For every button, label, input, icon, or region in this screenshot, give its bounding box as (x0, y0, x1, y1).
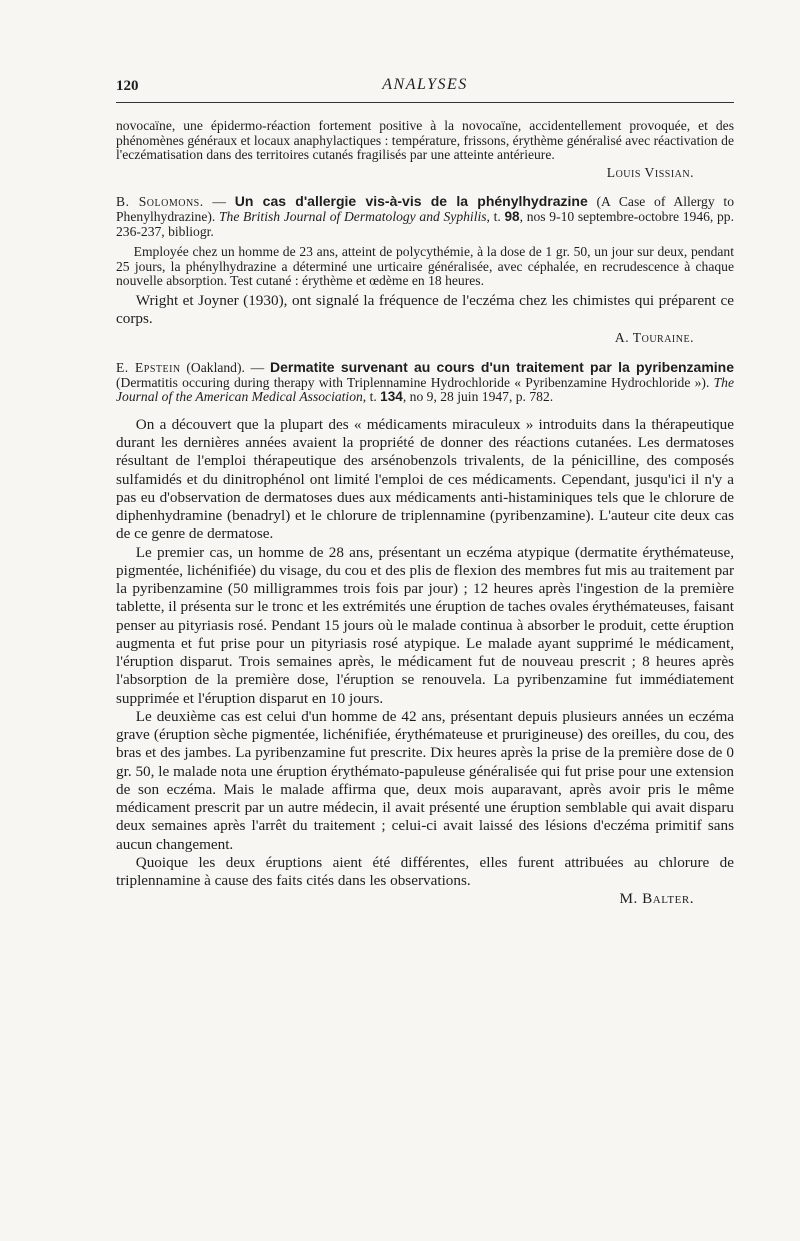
citation-journal: The British Journal of Dermatology and Syphilis (218, 208, 487, 224)
running-title: ANALYSES (382, 76, 468, 93)
signature-name: M. Balter. (619, 890, 694, 908)
review-3-para-1: On a découvert que la plupart des « médicaments miraculeux » introduits dans la thérapeutique durant les dernières années avaient la propriété de donner des réactions cutanées. Les dermatoses résultant de l'emploi thérapeutique des arsénobenzols trivalents, de la pénicilline, des composés sulfamidés et du dinitrophénol ont limité l'emploi de ces médicaments. Cependant, jusqu'ici il n'y a pas eu d'observation de dermatoses dues aux médicaments anti-histaminiques tels que le chlorure de diphenhydramine (benadryl) et le chlorure de triplennamine (pyribenzamine). L'auteur cite deux cas de ce genre de dermatose. (116, 415, 734, 543)
citation-title: Un cas d'allergie vis-à-vis de la phénylhydrazine (234, 193, 588, 210)
citation-ref-open: (A Case of Allergy to Phenylhydrazine). (116, 194, 734, 224)
citation-vol-prefix: , t. (486, 208, 505, 224)
signature-name: Louis Vissian. (606, 164, 694, 180)
page-number: 120 (116, 78, 139, 94)
citation-volume: 134 (380, 389, 403, 405)
review-3-signature (116, 890, 694, 908)
citation-volume: 98 (504, 208, 520, 224)
citation-author: B. Solomons. (116, 194, 204, 210)
review-2-para-2: Wright et Joyner (1930), ont signalé la fréquence de l'eczéma chez les chimistes qui préparent ce corps. (116, 291, 734, 328)
citation-ref-open: (Dermatitis occuring during therapy with Triplennamine Hydrochloride « Pyribenzamine Hydrochloride »). (116, 374, 714, 390)
review-1-body: novocaïne, une épidermo-réaction fortement positive à la novocaïne, accidentellement provoquée, et des phénomènes généraux et locaux anaphylactiques : température, frissons, érythème généralisé avec réactivation de l'eczématisation dans des territoires cutanés fragilisés par une atteinte antérieure. (116, 118, 734, 163)
review-3-para-2: Le premier cas, un homme de 28 ans, présentant un eczéma atypique (dermatite érythémateuse, pigmentée, lichénifiée) du visage, du cou et des plis de flexion des membres fut mis au traitement par la pyribenzamine (50 milligrammes trois fois par jour) ; 12 heures après l'ingestion de la première tablette, il présenta sur le tronc et les extrémités une éruption de taches ovales érythémateuses, faisant penser au pityriasis rosé. Pendant 15 jours où le malade continua à absorber le produit, cette éruption augmenta et fut prise pour un pityriasis rosé atypique. Le malade ayant supprimé le médicament, l'éruption disparut. Trois semaines après, le médicament fut de nouveau prescrit ; 8 heures après l'absorption de la première dose, l'éruption se renouvela. La pyribenzamine fut immédiatement supprimée et l'éruption disparut en 10 jours. (116, 543, 734, 707)
citation-dash: — (203, 194, 235, 210)
review-3-para-3: Le deuxième cas est celui d'un homme de 42 ans, présentant depuis plusieurs années un eczéma grave (éruption sèche pigmentée, lichénifiée, érythémateuse et prurigineuse) des oreilles, du cou, des bras et des jambes. La pyribenzamine fut prescrite. Dix heures après la prise de la première dose de 0 gr. 50, le malade nota une éruption érythémato-papuleuse généralisée qui fut prise pour une extension de son eczéma. Mais le malade affirma que, deux mois auparavant, après avoir pris le même médicament prescrit par un autre médecin, il avait présenté une éruption semblable qui avait disparu deux semaines après l'arrêt du traitement ; celui-ci avait laissé des lésions d'eczéma primitif sans aucun changement. (116, 707, 734, 853)
page-header (116, 76, 734, 103)
signature-name: A. Touraine. (614, 330, 694, 346)
review-2-signature (116, 331, 694, 346)
review-3-para-4: Quoique les deux éruptions aient été différentes, elles furent attribuées au chlorure de triplennamine à cause des faits cités dans les observations. (116, 853, 734, 890)
citation-dash: — (244, 360, 270, 376)
page-content (116, 119, 734, 909)
citation-ref-rest: , nos 9-10 septembre-octobre 1946, pp. 236-237, bibliogr. (116, 208, 734, 239)
citation-place: (Oakland). (180, 360, 245, 376)
citation-journal: The Journal of the American Medical Association (116, 374, 734, 405)
citation-author: E. Epstein (116, 360, 181, 376)
citation-vol-prefix: , t. (362, 389, 381, 405)
citation-title: Dermatite survenant au cours d'un traitement par la pyribenzamine (270, 359, 735, 376)
review-3-citation (116, 360, 734, 405)
review-2-para-1: Employée chez un homme de 23 ans, atteint de polycythémie, à la dose de 1 gr. 50, un jour sur deux, pendant 25 jours, la phénylhydrazine a déterminé une urticaire généralisée, avec céphalée, en recrudescence à chaque nouvelle absorption. Test cutané : érythème et œdème en 18 heures. (116, 244, 734, 289)
citation-ref-rest: , no 9, 28 juin 1947, p. 782. (402, 389, 554, 405)
review-2-citation (116, 194, 734, 239)
review-1-signature (116, 166, 694, 181)
